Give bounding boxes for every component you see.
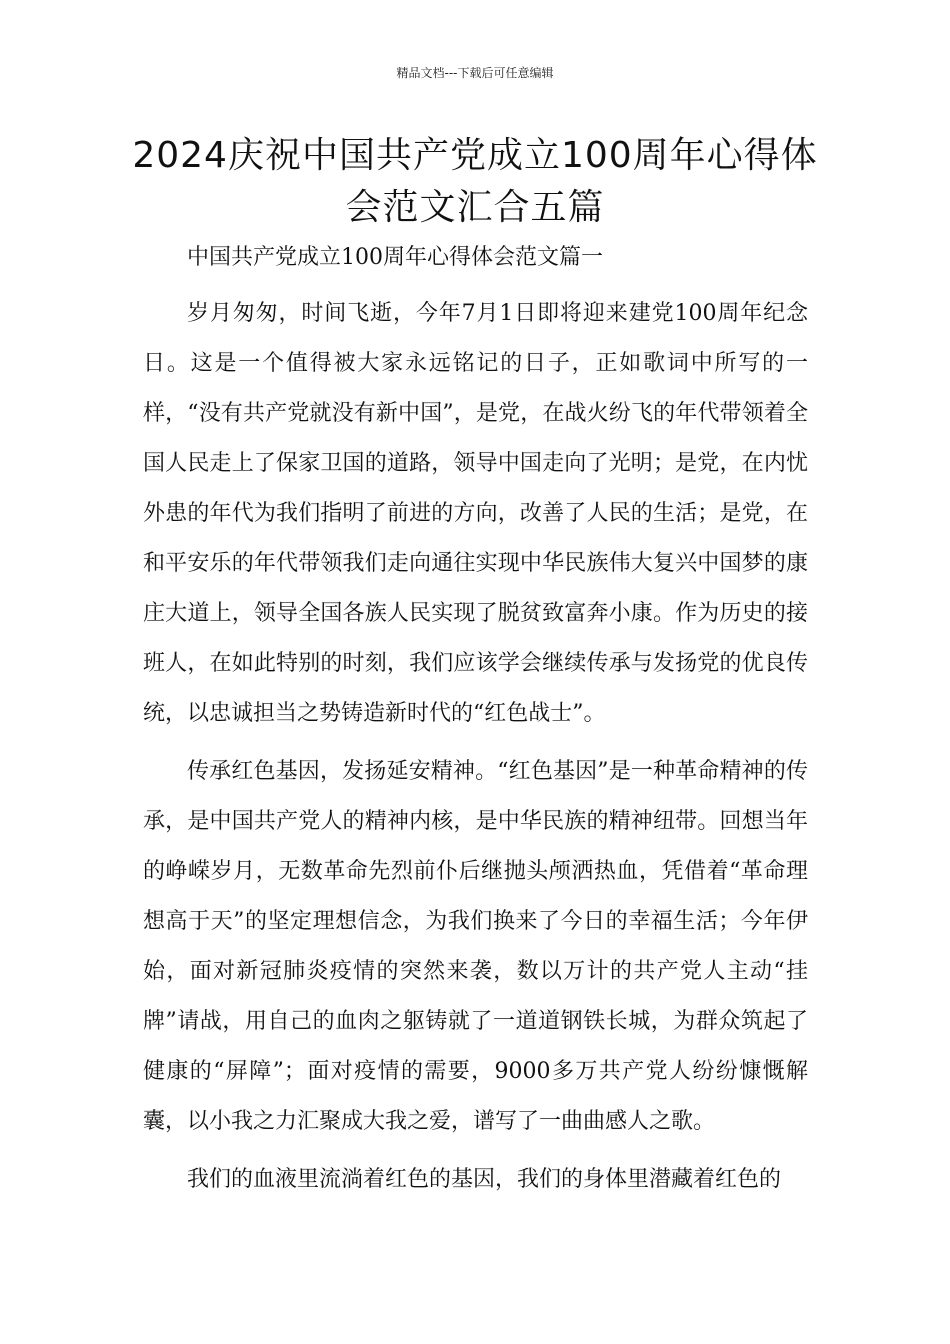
section-subtitle: 中国共产党成立100周年心得体会范文篇一 [187, 245, 603, 270]
document-body [143, 233, 808, 1213]
paragraph-3: 我们的血液里流淌着红色的基因，我们的身体里潜藏着红色的 [187, 1167, 782, 1192]
document-title: 2024庆祝中国共产党成立100周年心得体会范文汇合五篇 [132, 135, 818, 228]
paragraph-2: 传承红色基因，发扬延安精神。“红色基因”是一种革命精神的传承，是中国共产党人的精神内核，是中华民族的精神纽带。回想当年的峥嵘岁月，无数革命先烈前仆后继抛头颅洒热血，凭借着“革命理想高于天”的坚定理想信念，为我们换来了今日的幸福生活；今年伊始，面对新冠肺炎疫情的突然来袭，数以万计的共产党人主动“挂牌”请战，用自己的血肉之躯铸就了一道道钢铁长城，为群众筑起了健康的“屏障”；面对疫情的需要，9000多万共产党人纷纷慷慨解囊，以小我之力汇聚成大我之爱，谱写了一曲曲感人之歌。 [143, 759, 808, 1134]
header-note: 精品文档---下载后可任意编辑 [396, 66, 554, 80]
paragraph-1: 岁月匆匆，时间飞逝，今年7月1日即将迎来建党100周年纪念日。这是一个值得被大家永远铭记的日子，正如歌词中所写的一样，“没有共产党就没有新中国”，是党，在战火纷飞的年代带领着全国人民走上了保家卫国的道路，领导中国走向了光明；是党，在内忧外患的年代为我们指明了前进的方向，改善了人民的生活；是党，在和平安乐的年代带领我们走向通往实现中华民族伟大复兴中国梦的康庄大道上，领导全国各族人民实现了脱贫致富奔小康。作为历史的接班人，在如此特别的时刻，我们应该学会继续传承与发扬党的优良传统，以忠诚担当之势铸造新时代的“红色战士”。 [143, 301, 808, 726]
